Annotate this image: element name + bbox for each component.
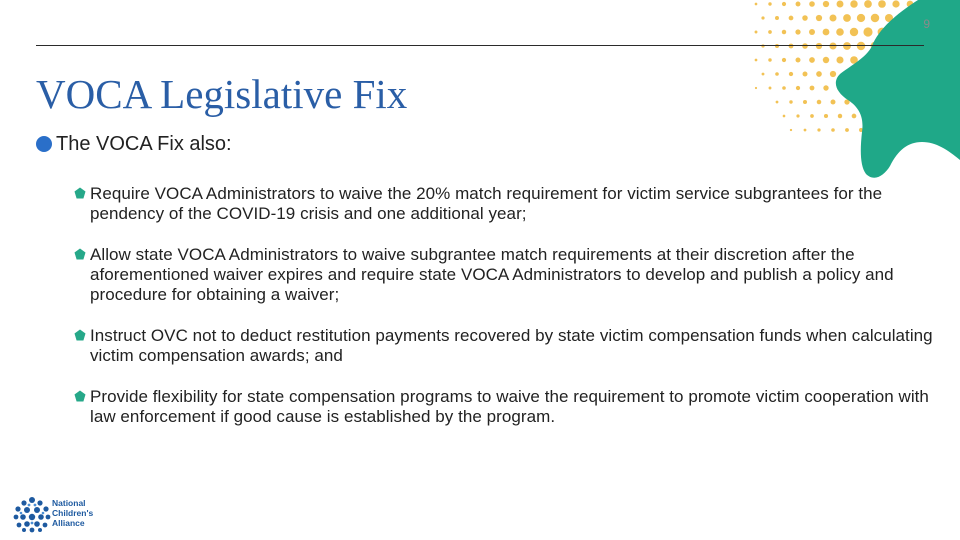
decor-dot xyxy=(775,72,779,76)
logo-wordmark xyxy=(52,498,114,528)
decor-dot xyxy=(783,115,786,118)
logo-line: Alliance xyxy=(52,518,85,528)
decor-dot xyxy=(857,14,865,22)
decor-dot xyxy=(761,16,764,19)
decor-dot xyxy=(789,72,793,76)
decor-dot xyxy=(837,1,844,8)
pentagon-bullet-icon xyxy=(74,390,86,402)
decor-dot xyxy=(836,28,844,36)
decor-dot xyxy=(802,15,808,21)
decor-dot xyxy=(796,2,801,7)
circle-bullet-icon xyxy=(36,136,52,152)
decor-dot xyxy=(817,100,822,105)
intro-line xyxy=(36,131,232,157)
bullet-text: Provide flexibility for state compensation programs to waive the requirement to promote victim cooperation with law enforcement if good cause is established by the program. xyxy=(90,387,929,426)
decor-dot xyxy=(775,16,779,20)
decor-dot xyxy=(831,100,836,105)
decor-dot xyxy=(768,30,772,34)
decor-dot xyxy=(850,0,857,7)
teal-blob-shape xyxy=(836,0,960,178)
bullet-item xyxy=(74,387,934,427)
decor-dot xyxy=(782,86,786,90)
decor-dot xyxy=(810,86,815,91)
logo-line: National xyxy=(52,498,86,508)
decor-dot xyxy=(817,128,820,131)
decor-dot xyxy=(852,114,857,119)
decor-dot xyxy=(796,114,799,117)
decor-dot xyxy=(803,100,807,104)
decor-dot xyxy=(836,56,843,63)
decor-dot xyxy=(809,57,815,63)
bullet-text: Allow state VOCA Administrators to waive subgrantee match requirements at their discretion after the aforementioned waiver expires and require state VOCA Administrators to develop and publish a policy and procedure for obtaining a waiver; xyxy=(90,245,894,304)
decor-dot xyxy=(755,31,758,34)
decor-dot xyxy=(782,58,786,62)
decor-dot xyxy=(892,0,899,7)
decor-dot xyxy=(816,43,822,49)
decor-dot xyxy=(776,101,779,104)
header-divider xyxy=(36,45,924,46)
decor-dot xyxy=(810,114,814,118)
decor-dot xyxy=(829,14,836,21)
decor-dot xyxy=(782,2,786,6)
bullet-item xyxy=(74,245,934,305)
decor-dot xyxy=(816,71,822,77)
decor-dot xyxy=(790,129,792,131)
bullet-text: Require VOCA Administrators to waive the 20% match requirement for victim service subgrantees for the pendency of the COVID-19 crisis and one additional year; xyxy=(90,184,883,223)
bullet-list xyxy=(74,184,934,427)
decor-dot xyxy=(802,71,807,76)
decor-dot xyxy=(789,100,792,103)
decor-dot xyxy=(782,30,786,34)
decor-dot xyxy=(830,71,836,77)
decor-dot xyxy=(838,114,842,118)
decor-dot xyxy=(755,87,757,89)
decor-dot xyxy=(809,29,815,35)
slide-title: VOCA Legislative Fix xyxy=(36,71,408,117)
decor-dot xyxy=(796,58,801,63)
logo-line: Children's xyxy=(52,508,94,518)
decor-dot xyxy=(831,128,835,132)
decor-dot xyxy=(823,29,830,36)
decor-dot xyxy=(843,42,851,50)
decor-dot xyxy=(843,14,851,22)
decor-dot xyxy=(823,85,828,90)
decor-dot xyxy=(823,1,829,7)
slide-number: 9 xyxy=(923,17,930,31)
national-childrens-alliance-logo xyxy=(12,495,112,533)
decor-dot xyxy=(850,28,858,36)
bullet-item xyxy=(74,184,934,224)
decor-dot xyxy=(789,16,794,21)
decor-dot xyxy=(824,114,828,118)
decor-dot xyxy=(804,129,807,132)
bullet-text: Instruct OVC not to deduct restitution payments recovered by state victim compensation funds when calculating victim compensation awards; and xyxy=(90,326,933,365)
pentagon-bullet-icon xyxy=(74,187,86,199)
decor-dot xyxy=(863,27,872,36)
decor-dot xyxy=(795,29,800,34)
decor-dot xyxy=(871,14,879,22)
decor-dot xyxy=(857,42,865,50)
decor-dot xyxy=(768,2,771,5)
pentagon-bullet-icon xyxy=(74,329,86,341)
decor-dot xyxy=(755,59,758,62)
decor-dot xyxy=(755,3,758,6)
decor-dot xyxy=(878,0,886,8)
decor-dot xyxy=(796,86,800,90)
decor-dot xyxy=(762,73,765,76)
nca-logo-mark-icon xyxy=(12,495,52,533)
decor-dot xyxy=(768,58,771,61)
decor-dot xyxy=(829,42,836,49)
decor-dot xyxy=(809,1,815,7)
decor-dot xyxy=(864,0,872,8)
decor-dot xyxy=(845,128,849,132)
decor-dot xyxy=(823,57,829,63)
decor-dot xyxy=(816,15,822,21)
intro-text: The VOCA Fix also: xyxy=(56,133,232,155)
bullet-item xyxy=(74,326,934,366)
pentagon-bullet-icon xyxy=(74,248,86,260)
decor-dot xyxy=(769,87,772,90)
